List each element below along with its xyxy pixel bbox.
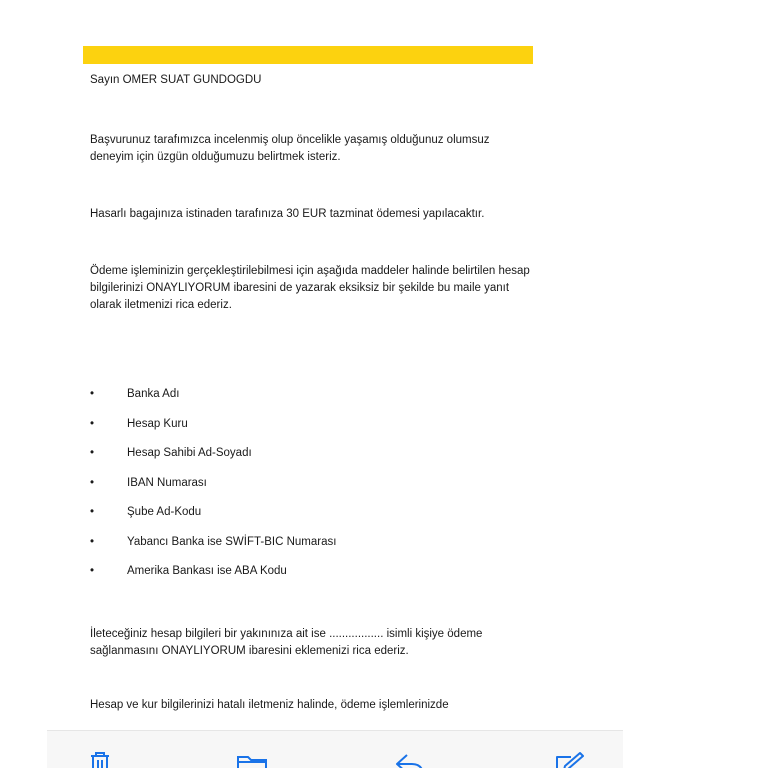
bullet: •	[90, 476, 95, 489]
bottom-toolbar	[47, 730, 623, 768]
list-item-label: Yabancı Banka ise SWİFT-BIC Numarası	[127, 535, 337, 548]
list-item-label: Banka Adı	[127, 388, 180, 400]
bullet: •	[90, 388, 95, 400]
email-body	[90, 72, 530, 714]
bullet: •	[90, 417, 95, 430]
list-item	[90, 416, 530, 446]
list-item-label: Amerika Bankası ise ABA Kodu	[127, 565, 287, 577]
list-item	[90, 504, 530, 534]
list-item-label: Şube Ad-Kodu	[127, 506, 202, 518]
list-item-label: Hesap Sahibi Ad-Soyadı	[127, 447, 252, 459]
list-item	[90, 445, 530, 475]
email-paragraph: Hasarlı bagajınıza istinaden tarafınıza 30 EUR tazminat ödemesi yapılacaktır.	[90, 208, 485, 220]
bullet: •	[90, 506, 95, 518]
list-item	[90, 534, 530, 564]
list-item-label: IBAN Numarası	[127, 476, 207, 489]
list-item-label: Hesap Kuru	[127, 417, 188, 430]
bank-info-list	[90, 386, 530, 593]
email-paragraph: Hesap ve kur bilgilerinizi hatalı iletmeniz halinde, ödeme işlemlerinizde	[90, 698, 449, 711]
email-paragraph: Ödeme işleminizin gerçekleştirilebilmesi için aşağıda maddeler halinde belirtilen hesap bilgilerinizi ONAYLIYORUM ibaresini de yazarak eksiksiz bir şekilde bu maile yanıt olarak iletmenizi rica ederiz.	[90, 265, 530, 311]
list-item	[90, 475, 530, 505]
bullet: •	[90, 565, 95, 577]
email-paragraph: İleteceğiniz hesap bilgileri bir yakınınıza ait ise ................. isimli kişiye ödeme sağlanmasını ONAYLIYORUM ibaresini eklemenizi rica ederiz.	[90, 627, 483, 657]
folder-icon[interactable]	[234, 751, 270, 768]
trash-icon[interactable]	[82, 751, 118, 768]
bullet: •	[90, 447, 95, 459]
bullet: •	[90, 535, 95, 548]
compose-icon[interactable]	[551, 751, 587, 768]
list-item	[90, 563, 530, 593]
header-color-bar	[83, 46, 533, 64]
email-greeting: Sayın OMER SUAT GUNDOGDU	[90, 74, 262, 86]
reply-icon[interactable]	[392, 751, 428, 768]
email-paragraph: Başvurunuz tarafımızca incelenmiş olup öncelikle yaşamış olduğunuz olumsuz deneyim için üzgün olduğumuzu belirtmek isteriz.	[90, 134, 490, 163]
list-item	[90, 386, 530, 416]
